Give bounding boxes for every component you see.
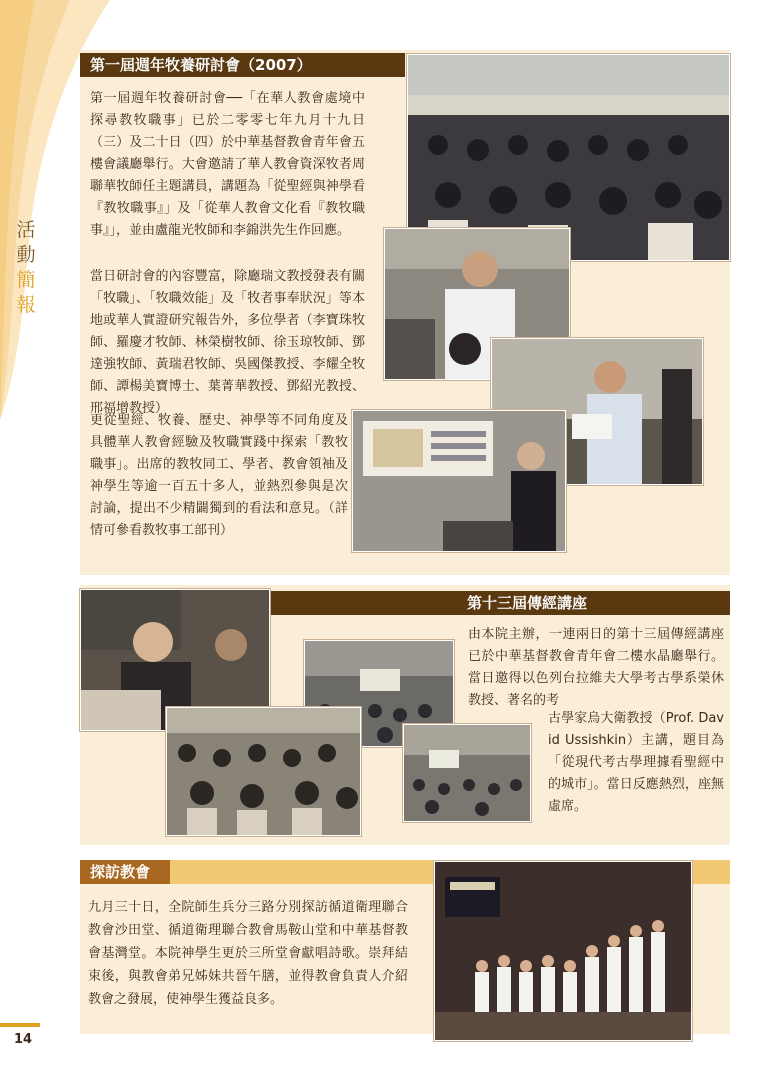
section3-para: 九月三十日，全院師生兵分三路分別探訪循道衛理聯合教會沙田堂、循道衛理聯合教會馬鞍山堂和中華基督教會基灣堂。本院神學生更於三所堂會獻唱詩歌。崇拜結束後，與教會弟兄姊妹共晉午膳，並得教會負責人介紹教會之發展，使神學生獲益良多。 [88, 900, 408, 1007]
section3-title: 探訪教會 [80, 860, 170, 884]
page-number-bar [0, 1023, 40, 1027]
side-char: 活 [16, 219, 36, 241]
section1-para1: 第一屆週年牧養研討會──「在華人教會處境中探尋教牧職事」已於二零零七年九月十九日（三）及二十日（四）於中華基督教會青年會五樓會議廳舉行。大會邀請了華人教會資深牧者周聯華牧師任主題講員，講題為「從聖經與神學看『教牧職事』」及「從華人教會文化看『教牧職事』」，並由盧龍光牧師和李錦洪先生作回應。 [90, 91, 365, 238]
side-char: 簡 [16, 269, 36, 291]
section1-para2a: 當日研討會的內容豐富，除廳瑞文教授發表有關「牧職」、「牧職效能」及「牧者事奉狀況」等本地或華人實證研究報告外，多位學者（李寶珠牧師、羅慶才牧師、林榮樹牧師、徐玉琼牧師、鄧達強牧師、黃瑞君牧師、吳國傑教授、李耀全牧師、譚楊美寶博士、葉菁華教授、鄧紹光教授、邢福增教授） [90, 269, 365, 416]
choir-photo [434, 861, 692, 1041]
side-char: 動 [16, 244, 36, 266]
section-side-label [14, 218, 38, 318]
lecture-audience-photo [166, 707, 361, 836]
page-number: 14 [14, 1032, 33, 1047]
speaker-at-podium-photo [352, 410, 566, 552]
side-char: 報 [16, 294, 36, 316]
section1-para2b: 更從聖經、牧養、歷史、神學等不同角度及具體華人教會經驗及牧職實踐中探索「教牧職事」。出席的教牧同工、學者、教會領袖及神學生等逾一百五十多人，並熱烈參與是次討論，提出不少精闢獨到的看法和意見。（詳情可參看教牧事工部刊） [90, 413, 348, 538]
section2-title: 第十三屆傳經講座 [271, 591, 730, 615]
section2-para-top: 由本院主辦，一連兩日的第十三屆傳經講座已於中華基督教會青年會二樓水晶廳舉行。當日邀得以色列台拉維夫大學考古學系榮休教授、著名的考 [468, 627, 724, 708]
section2-para-bottom: 古學家烏大衛教授（Prof. David Ussishkin）主講，題目為「從現代考古學理據看聖經中的城市」。當日反應熱烈，座無虛席。 [548, 711, 724, 814]
hall-wide-photo [403, 724, 531, 822]
section1-title: 第一屆週年牧養研討會（2007） [80, 53, 405, 77]
